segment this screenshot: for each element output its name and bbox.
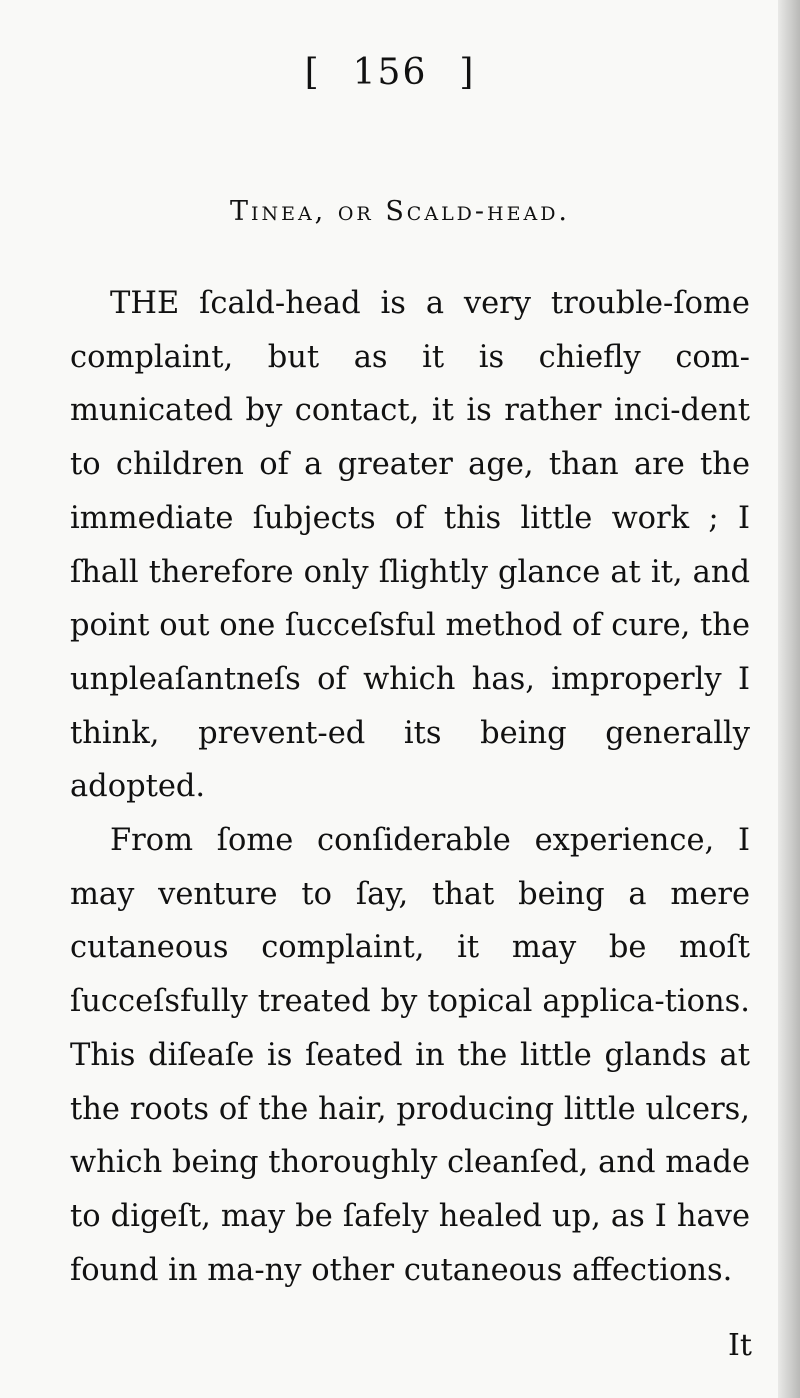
page-header <box>0 52 780 93</box>
body-text <box>70 277 750 1297</box>
section-title: Tinea, or Scald-head. <box>229 196 571 227</box>
close-bracket: ] <box>459 52 476 93</box>
paragraph-1: THE ſcald-head is a very trouble-ſome complaint, but as it is chiefly com-municated by contact, it is rather inci-dent to children of a greater age, than are the immediate ſubjects of this little work ; I ſhall therefore only ſlightly glance at it, and point out one ſucceſsful method of cure, the unpleaſantneſs of which has, improperly I think, prevent-ed its being generally adopted. <box>70 286 750 805</box>
catchword: It <box>728 1328 752 1363</box>
paragraph-2: From ſome conſiderable experience, I may venture to ſay, that being a mere cutaneous complaint, it may be moſt ſucceſsfully treated by topical applica-tions. This diſeaſe is ſeated in the little glands at the roots of the hair, producing little ulcers, which being thoroughly cleanſed, and made to digeſt, may be ſafely healed up, as I have found in ma-ny other cutaneous affections. <box>70 823 750 1288</box>
page-number: 156 <box>352 52 428 93</box>
open-bracket: [ <box>304 52 321 93</box>
